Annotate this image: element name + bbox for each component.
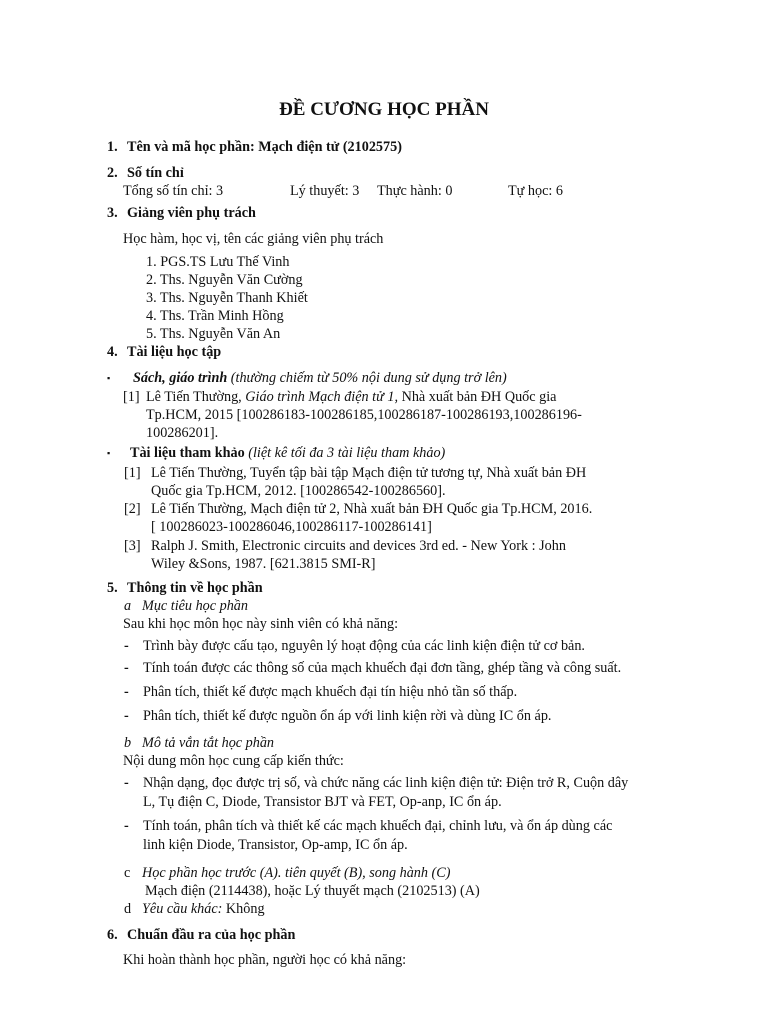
credits-practice: Thực hành: 0 bbox=[377, 183, 453, 199]
reference-index: [3] bbox=[124, 538, 141, 554]
section-number: 3. bbox=[107, 205, 118, 221]
reference-item: Ralph J. Smith, Electronic circuits and devices 3rd ed. - New York : John bbox=[151, 538, 566, 554]
objective-item: Tính toán được các thông số của mạch khuếch đại đơn tầng, ghép tầng và công suất. bbox=[143, 660, 622, 676]
dash-bullet: - bbox=[124, 708, 129, 724]
lecturer-item: 1. PGS.TS Lưu Thế Vinh bbox=[146, 254, 290, 270]
prerequisites-value: Mạch điện (2114438), hoặc Lý thuyết mạch (2102513) (A) bbox=[145, 883, 480, 899]
section-5-heading bbox=[107, 579, 263, 597]
section-4-heading bbox=[107, 343, 221, 361]
dash-bullet: - bbox=[124, 818, 129, 834]
section-number: 6. bbox=[107, 927, 118, 943]
textbook-heading bbox=[133, 369, 507, 387]
description-item-cont: L, Tụ điện C, Diode, Transistor BJT và FET, Op-anp, IC ổn áp. bbox=[143, 794, 502, 810]
section-title: Tài liệu học tập bbox=[127, 344, 222, 360]
subsection-letter: d bbox=[124, 901, 132, 917]
section-3-heading bbox=[107, 204, 256, 222]
textbook-publisher: Nhà xuất bản ĐH Quốc gia bbox=[398, 389, 557, 405]
textbook-item bbox=[146, 388, 556, 406]
description-intro: Nội dung môn học cung cấp kiến thức: bbox=[123, 753, 344, 769]
objective-item: Trình bày được cấu tạo, nguyên lý hoạt động của các linh kiện điện tử cơ bản. bbox=[143, 638, 585, 654]
reference-item: Lê Tiến Thường, Mạch điện tử 2, Nhà xuất bản ĐH Quốc gia Tp.HCM, 2016. bbox=[151, 501, 593, 517]
prerequisites-title: Học phần học trước (A). tiên quyết (B), song hành (C) bbox=[142, 865, 451, 881]
section-1-heading bbox=[107, 138, 402, 156]
subsection-letter: a bbox=[124, 598, 132, 614]
dash-bullet: - bbox=[124, 684, 129, 700]
reference-item-cont: [ 100286023-100286046,100286117-100286141] bbox=[151, 519, 432, 535]
square-bullet-icon: ▪ bbox=[107, 373, 111, 383]
section-6-heading bbox=[107, 926, 295, 944]
objective-item: Phân tích, thiết kế được nguồn ổn áp với linh kiện rời và dùng IC ổn áp. bbox=[143, 708, 552, 724]
dash-bullet: - bbox=[124, 660, 129, 676]
outcomes-intro: Khi hoàn thành học phần, người học có khả năng: bbox=[123, 952, 407, 968]
textbook-item-cont: 100286201]. bbox=[146, 425, 219, 441]
section-number: 5. bbox=[107, 580, 118, 596]
objectives-title: Mục tiêu học phần bbox=[142, 598, 248, 614]
section-number: 1. bbox=[107, 139, 118, 155]
references-heading bbox=[130, 444, 445, 462]
reference-index: [2] bbox=[124, 501, 141, 517]
textbook-item-cont: Tp.HCM, 2015 [100286183-100286185,100286187-100286193,100286196- bbox=[146, 407, 582, 423]
references-note: (liệt kê tối đa 3 tài liệu tham khảo) bbox=[248, 445, 446, 461]
section-title: Giảng viên phụ trách bbox=[127, 205, 256, 221]
page-title: ĐỀ CƯƠNG HỌC PHẦN bbox=[279, 99, 489, 120]
lecturer-item: 5. Ths. Nguyễn Văn An bbox=[146, 326, 281, 342]
section-title: Chuẩn đầu ra của học phần bbox=[127, 927, 296, 943]
other-requirements-value: Không bbox=[222, 901, 265, 917]
section-title: Số tín chỉ bbox=[127, 165, 184, 181]
section-title: Thông tin về học phần bbox=[127, 580, 263, 596]
other-requirements bbox=[142, 900, 265, 918]
description-item-cont: linh kiện Diode, Transistor, Op-amp, IC ổn áp. bbox=[143, 837, 408, 853]
reference-item: Lê Tiến Thường, Tuyển tập bài tập Mạch điện tử tương tự, Nhà xuất bản ĐH bbox=[151, 465, 587, 481]
reference-item-cont: Quốc gia Tp.HCM, 2012. [100286542-100286560]. bbox=[151, 483, 446, 499]
square-bullet-icon: ▪ bbox=[107, 448, 111, 458]
dash-bullet: - bbox=[124, 638, 129, 654]
references-label: Tài liệu tham khảo bbox=[130, 445, 245, 461]
textbook-author: Lê Tiến Thường, bbox=[146, 389, 246, 405]
description-title: Mô tả vắn tắt học phần bbox=[142, 735, 275, 751]
section-number: 4. bbox=[107, 344, 118, 360]
textbook-label: Sách, giáo trình bbox=[133, 370, 228, 386]
objective-item: Phân tích, thiết kế được mạch khuếch đại tín hiệu nhỏ tần số thấp. bbox=[143, 684, 518, 700]
textbook-title: Giáo trình Mạch điện tử 1, bbox=[245, 389, 399, 405]
description-item: Nhận dạng, đọc được trị số, và chức năng các linh kiện điện tử: Điện trở R, Cuộn dây bbox=[143, 775, 629, 791]
subsection-letter: b bbox=[124, 735, 132, 751]
reference-item-cont: Wiley &Sons, 1987. [621.3815 SMI-R] bbox=[151, 556, 376, 572]
textbook-note: (thường chiếm từ 50% nội dung sử dụng trở lên) bbox=[230, 370, 507, 386]
objectives-intro: Sau khi học môn học này sinh viên có khả năng: bbox=[123, 616, 399, 632]
credits-theory: Lý thuyết: 3 bbox=[290, 183, 360, 199]
lecturer-item: 4. Ths. Trần Minh Hồng bbox=[146, 308, 284, 324]
section-number: 2. bbox=[107, 165, 118, 181]
section-title: Tên và mã học phần: Mạch điện tử (2102575) bbox=[127, 139, 402, 155]
lecturer-item: 3. Ths. Nguyễn Thanh Khiết bbox=[146, 290, 308, 306]
lecturer-item: 2. Ths. Nguyễn Văn Cường bbox=[146, 272, 303, 288]
section-2-heading bbox=[107, 164, 184, 182]
subsection-letter: c bbox=[124, 865, 131, 881]
description-item: Tính toán, phân tích và thiết kế các mạch khuếch đại, chỉnh lưu, và ổn áp dùng các bbox=[143, 818, 613, 834]
credits-total: Tổng số tín chỉ: 3 bbox=[123, 183, 224, 199]
other-requirements-label: Yêu cầu khác: bbox=[142, 901, 223, 917]
textbook-index: [1] bbox=[123, 389, 140, 405]
dash-bullet: - bbox=[124, 775, 129, 791]
credits-self-study: Tự học: 6 bbox=[508, 183, 563, 199]
lecturers-intro: Học hàm, học vị, tên các giảng viên phụ trách bbox=[123, 231, 384, 247]
reference-index: [1] bbox=[124, 465, 141, 481]
